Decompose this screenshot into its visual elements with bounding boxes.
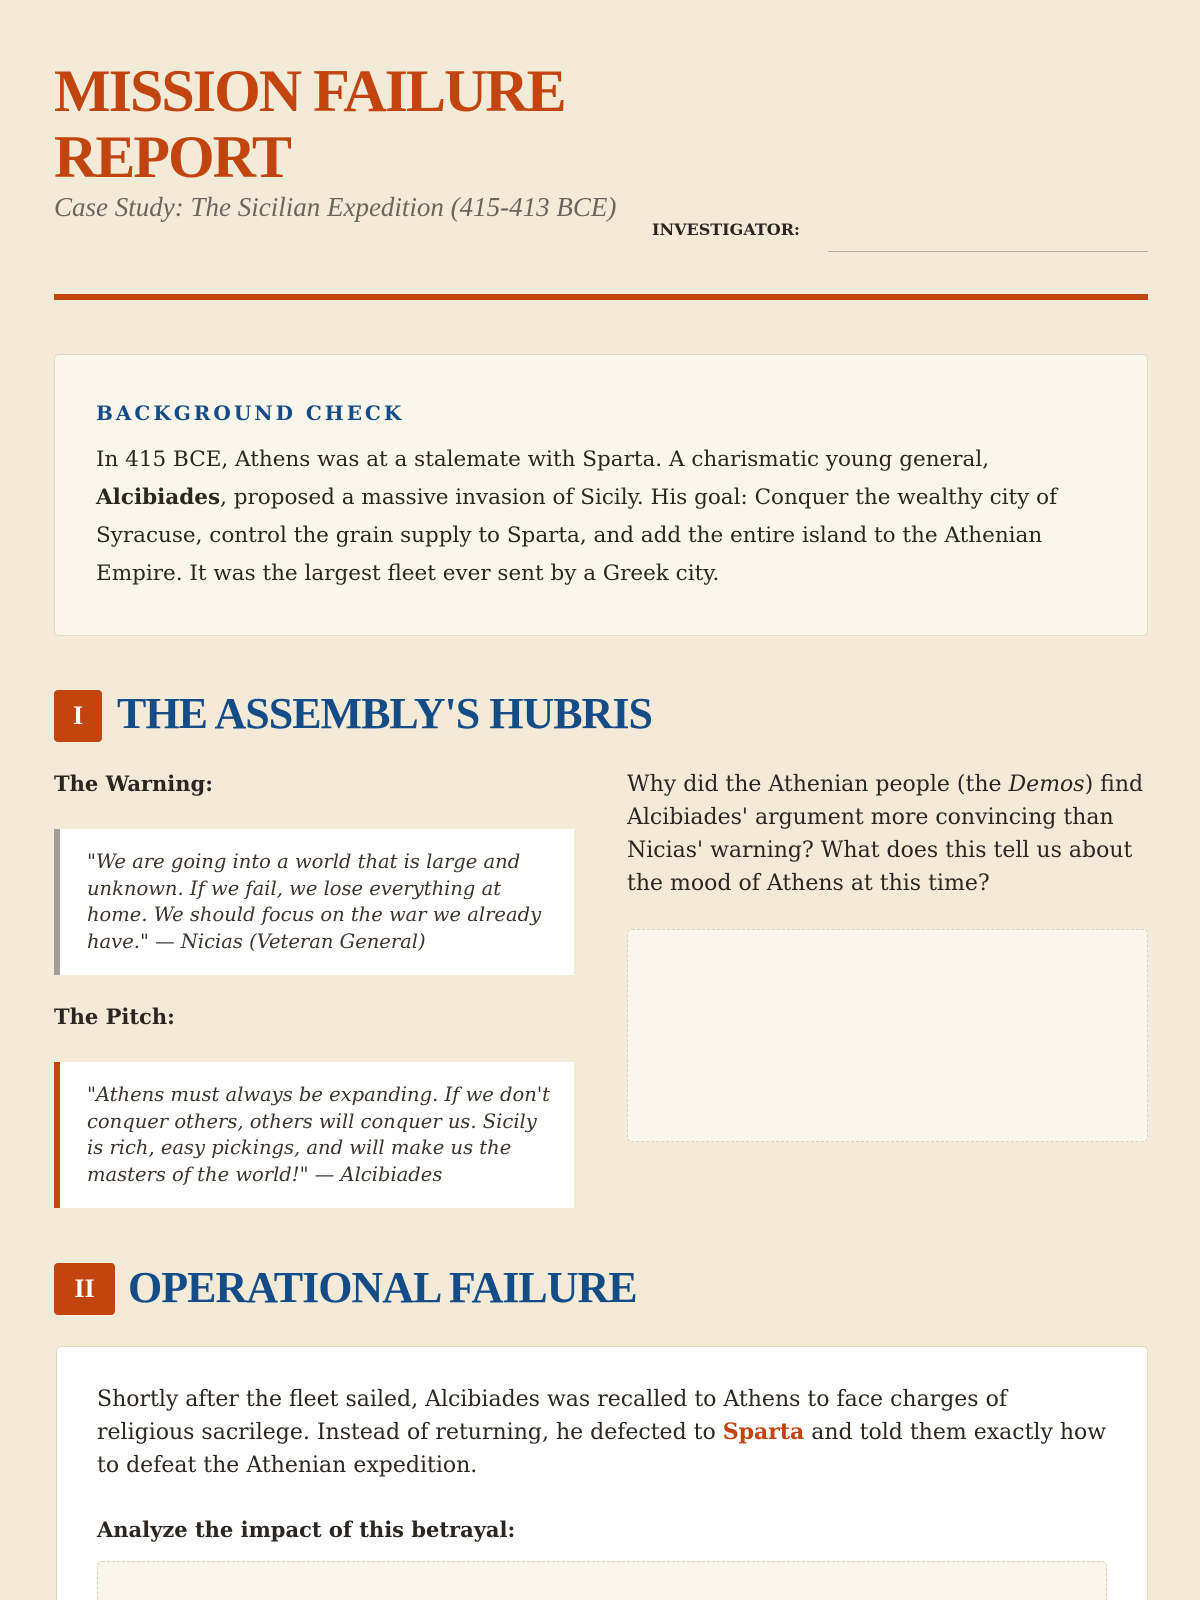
worksheet-page <box>54 0 1148 1600</box>
background-text-part: In 415 BCE, Athens was at a stalemate with Sparta. A charismatic young general, <box>96 447 990 472</box>
section-1-answer-area[interactable] <box>627 929 1148 1142</box>
background-check-text <box>96 441 1106 593</box>
alcibiades-name: Alcibiades <box>96 485 221 510</box>
warning-label: The Warning: <box>54 771 213 796</box>
operational-failure-box <box>56 1346 1148 1600</box>
investigator-name-field[interactable] <box>828 251 1148 252</box>
page-title: MISSION FAILURE REPORT <box>54 58 565 190</box>
op-text-part: and told them exactly how to defeat the Athenian expedition. <box>97 1420 1107 1478</box>
question-text-part: Why did the Athenian people (the <box>627 772 1009 797</box>
section-2-badge: II <box>54 1263 115 1315</box>
sparta-highlight: Sparta <box>722 1419 805 1445</box>
background-text-part: , proposed a massive invasion of Sicily. His goal: Conquer the wealthy city of Syracuse, control the grain supply to Sparta, and add the entire island to the Athenian Empire. It was the largest fleet ever sent by a Greek city. <box>96 485 1058 586</box>
demos-term: Demos <box>1008 772 1085 797</box>
page-subtitle: Case Study: The Sicilian Expedition (415-413 BCE) <box>54 192 617 222</box>
nicias-quote: "We are going into a world that is large and unknown. If we fail, we lose everything at home. We should focus on the war we already have." — Nicias (Veteran General) <box>54 829 574 975</box>
section-1-title: THE ASSEMBLY'S HUBRIS <box>117 689 652 738</box>
betrayal-prompt: Analyze the impact of this betrayal: <box>97 1517 516 1542</box>
op-text-part: Shortly after the fleet sailed, Alcibiades was recalled to Athens to face charges of religious sacrilege. Instead of returning, he defected to <box>97 1387 1007 1445</box>
investigator-label: INVESTIGATOR: <box>652 220 800 239</box>
section-2-answer-area[interactable] <box>97 1561 1107 1600</box>
section-2-title: OPERATIONAL FAILURE <box>128 1263 637 1312</box>
background-check-box <box>54 354 1148 636</box>
pitch-label: The Pitch: <box>54 1004 175 1029</box>
header-divider <box>54 294 1148 300</box>
background-check-label: BACKGROUND CHECK <box>96 401 405 425</box>
question-text-part: ) find Alcibiades' argument more convincing than Nicias' warning? What does this tell us about the mood of Athens at this time? <box>627 772 1144 896</box>
section-1-question <box>627 768 1148 900</box>
alcibiades-quote: "Athens must always be expanding. If we don't conquer others, others will conquer us. Sicily is rich, easy pickings, and will make us the masters of the world!" — Alcibiades <box>54 1062 574 1208</box>
section-1-badge: I <box>54 690 102 742</box>
operational-failure-text <box>97 1383 1107 1482</box>
